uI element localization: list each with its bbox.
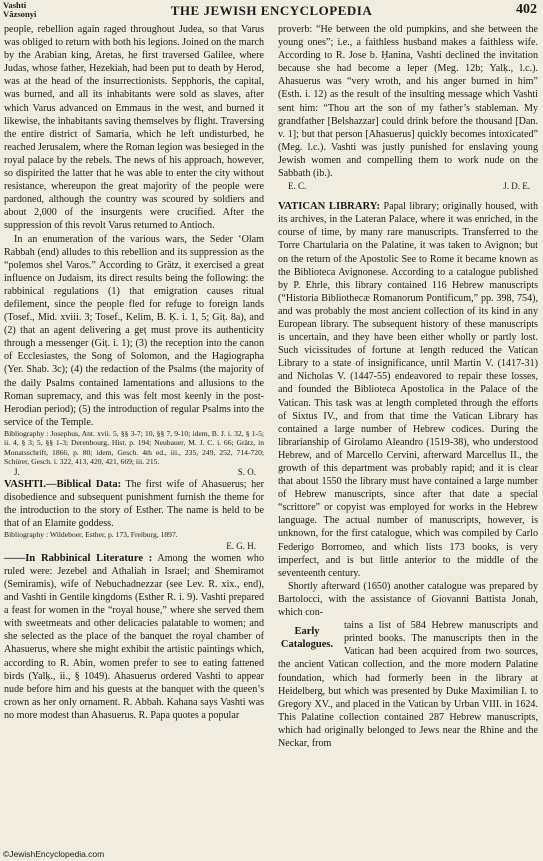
- bibliography-varus: Bibliography : Josephus, Ant. xvii. 5, §§ 3-7; 10, §§ 7, 9-10; idem, B. J. i. 32, § 1-5; ii. 4, § 3; 5, §§ 1-3; Derenbourg, Hist. p. 194; Neubauer, M. J. C. i. 66; Grätz, in Monatsschrift, 1866, p. 80; idem, Gesch. 4th ed., iii., 235, 249, 252, 714-720; Schürer, Gesch. i. 322, 413, 420, 421, 669; iii. 215.: [4, 428, 264, 466]
- vatican-entry: [278, 200, 538, 580]
- catalogue-paragraph-continued: tains a list of 584 Hebrew manuscripts and printed books. The manuscripts then in the Vatican had been acquired from two sources, the ancient Vatican collection, and the more modern Palatine foundation, which had formerly been in the library at Heidelberg, but which was presented by Duke Maximilian I. to Gregory XV., and placed in the Vatican by Urban VIII. in 1624. This Palatine collection contained 287 Hebrew manuscripts, which had originally belonged to Jews near the Rhine and the Neckar, from: [278, 620, 538, 749]
- catalogue-paragraph: Shortly afterward (1650) another catalogue was prepared by Bartolocci, with the assistance of Giovanni Battista Jonah, which con-: [278, 580, 538, 619]
- running-head-bottom: Vâzsonyi: [3, 9, 37, 19]
- page-title: THE JEWISH ENCYCLOPEDIA: [170, 3, 373, 18]
- signature-rabbinical: [278, 180, 538, 192]
- varus-paragraph: people, rebellion again raged throughout Judea, so that Varus was obliged to return with both his legions. Joined on the march by the Arabian king, Aretas, he first traversed Galilee, where Judas, whose father, Hezekiah, had been put to death by Herod, was at the head of the insurrectionists. Sepphoris, the capital, was burned, and all its inhabitants were sold as slaves, after which Varus advanced on Emmaus in the west, and burned it likewise, the inhabitants saving themselves by flight. Traversing the entire district of Samaria, which he left undisturbed, he reached Jerusalem, where the Roman legion was besieged in the royal palace by the rebels. The news of his approach, however, so dispirited the latter that he was able to enter the city without resistance, whereupon the great majority of the people were pardoned, although the country was scoured by soldiers and about 2,000 of the insurgents were crucified. After the suppression of this revolt Varus returned to Antioch.: [4, 24, 264, 232]
- proverb-paragraph: proverb: “He between the old pumpkins, and she between the young ones”; i.e., a faithless husband makes a faithless wife. According to R. Jose b. Ḥanina, Vashti declined the invitation because she had become a leper (Meg. 12b; Yalḳ., l.c.). Ahasuerus was “very wroth, and his anger burned in him” (Esth. i. 12) as the result of the insulting message which Vashti sent him: “Thou art the son of my father’s stableman. My grandfather [Belshazzar] could drink before the thousand [Dan. v. 1]; but that person [Ahasuerus] quickly becomes intoxicated” (Meg. l.c.). Vashti was justly punished for enslaving young Jewish women and compelling them to work nude on the Sabbath (ib.).: [278, 24, 538, 180]
- signature-right: E. G. H.: [226, 540, 256, 551]
- early-catalogues-sidenote: Early Catalogues.: [280, 626, 334, 651]
- rabbinical-entry: [4, 552, 264, 722]
- vatican-text: Papal library; originally housed, with its archives, in the Lateran Palace, where it was enriched, in the course of time, by many rare manuscripts. Transferred to the Torre Chartularia on the Palatine, it was taken to Avignon; but on the return of the Apostolic See to Rome it became known as the Biblioteca Avignonese. According to a catalogue published by P. Ehrle, this library contained 116 Hebrew manuscripts (“Historia Bibliothecæ Romanorum Pontificum,” pp. 398, 754), and was probably the most ancient collection of its kind in any European library. The subsequent history of these manuscripts is uncertain, and they have been either wholly or partly lost. Such vicissitudes of fortune at length reduced the Vatican Library to a state of insignificance, until Martin V. (1417-31) and Nicholas V. (1447-55) endeavored to repair these losses, and founded the Biblioteca Apostolica in the Palace of the Vatican. This task was at length completed through the efforts of Sixtus IV., and from that time the Vatican Library has contained a large number of Hebrew codices. During the librarianship of Girolamo Aleandro (1519-38), who understood Hebrew, and of Marcello Cervini, afterward Marcellus II., the growth of this department was probably rapid; and it is clear that about 1550 the library must have contained a large number of Hebrew manuscripts, since after that date a special “scrittore” or copyist was employed for works in the Hebrew language. The actual number of manuscripts, however, is unknown, for the first catalogue, which was compiled by Carlo Federigo Borromeo, and which lists 173 books, is very imperfect, and is but little anterior to the middle of the seventeenth century.: [278, 201, 538, 579]
- page-header: [0, 0, 543, 20]
- signature-left: E. C.: [288, 181, 307, 192]
- seder-olam-paragraph: In an enumeration of the various wars, the Seder ‘Olam Rabbah (end) alludes to this rebellion and its suppression as the “polemos shel Varos.” According to Grätz, it exercised a great influence on Judaism, its direct results being the following: the rabbinical regulations (1) that emigration causes ritual defilement, since the people fled for refuge to foreign lands (Tosef., Mid. xviii. 3; Tosef., Kelim, B. Ḳ. i. 1, 5; Giṭ. 8a), and (2) that an agent delivering a geṭ must prove its authenticity through a messenger (Giṭ. i. 1); (3) the reception into the canon of Ecclesiastes, the Song of Solomon, and the Hagiographa (Yer. Shab. 3c); (4) the redaction of the Psalms (the majority of the daily Psalms contained lamentations and allusions to the Roman supremacy, and this was felt most keenly in the post-Herodian period); (5) the introduction of regular Psalms into the service of the Temple.: [4, 233, 264, 428]
- rabbinical-text: Among the women who ruled were: Jezebel and Athaliah in Israel; and Shemiramot (Semiramis), wife of Nebuchadnezzar (see Lev. R. xix., end), and Vashti in Gentile kingdoms (Esther R. i. 9). Vashti prepared a feast for women in the “royal house,” where she served them with sweetmeats and other delicacies palatable to women; and she selected as the place of the banquet the royal chamber of Ahasuerus, where she might exhibit the artistic paintings which, according to R. Abin, women prefer to see to eating fattened birds (Yalḳ., ii., § 1049). Ahasuerus ordered Vashti to appear nude before him and his guests at the banquet with the queen’s crown as her only ornament. R. Abbah. Kahana says Vashti was no more modest than Ahasuerus. R. Papa quotes a popular: [4, 552, 265, 721]
- signature-right: S. O.: [237, 467, 256, 478]
- running-head-top: Vashti: [3, 0, 27, 10]
- signature-right: J. D. E.: [503, 181, 530, 192]
- vashti-entry: [4, 478, 264, 530]
- page-number: 402: [516, 2, 537, 17]
- signature-vashti: [4, 540, 264, 552]
- right-column: [278, 23, 538, 750]
- left-column: [4, 23, 264, 722]
- vashti-heading: VASHTI.—Biblical Data:: [4, 479, 122, 491]
- bibliography-vashti: Bibliography : Wildeboer, Esther, p. 173, Freiburg, 1897.: [4, 530, 178, 540]
- rabbinical-heading: ——In Rabbinical Literature :: [4, 552, 153, 564]
- vashti-text: The first wife of Ahasuerus; her disobedience and subsequent punishment furnish the theme for the introduction to the story of Esther. The name is held to be that of an Elamite goddess.: [4, 479, 264, 530]
- copyright-watermark: ©JewishEncyclopedia.com: [3, 849, 105, 859]
- vatican-heading: VATICAN LIBRARY:: [278, 201, 380, 213]
- signature-varus: [4, 466, 264, 478]
- signature-left: J.: [14, 467, 20, 478]
